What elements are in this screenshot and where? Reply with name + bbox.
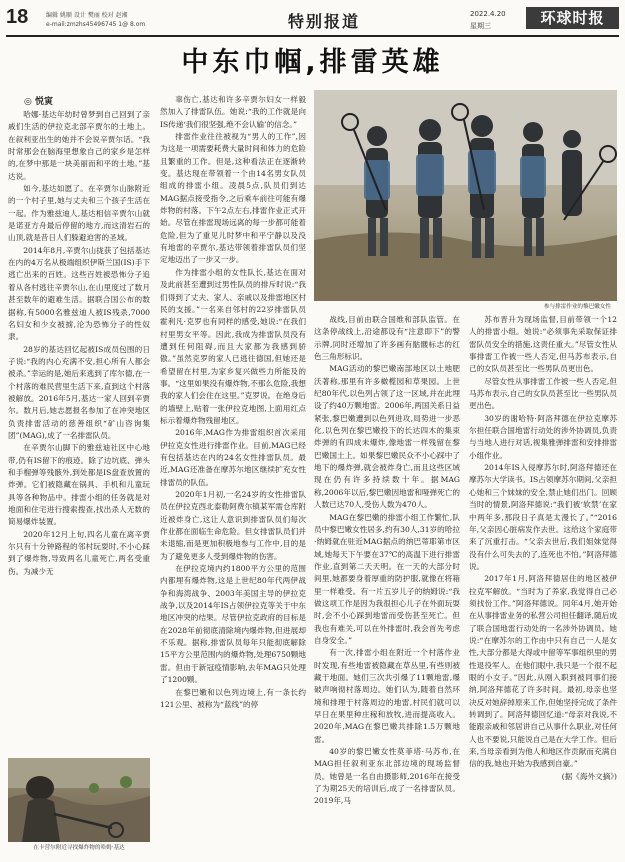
paragraph: 苏布晋升为现场监督,目前带领一个12人的排雷小组。她说:“必须事先采取保证排雷队员安全的措施,这责任重大。”尽管女性从事排雷工作被一些人否定,但马苏布表示,自己的女队员甚至比一些男队员更出色。 [469, 315, 617, 374]
column-2-text [160, 94, 306, 711]
header-rule [6, 35, 619, 37]
paragraph: 在伊拉克境内约1800平方公里的范围内都埋有爆炸物,这是上世纪80年代两伊战争和海湾战争、2003年美国主导的伊拉克战争,以及2014年IS占领伊拉克等关于中东地区冲突的结果。尽管伊拉克政府的目标是在2028年前彻底清除境内爆炸物,但进展却不乐观。据称,排雷队员每年只能彻底解除15平方公里范围内的爆炸物,处理6750颗地雷。但由于新冠疫情影响,去年MAG只处理了1200颗。 [160, 564, 306, 685]
paragraph: 28岁的基达回忆起被IS成员包围的日子说:“我的内心充满不安,担心所有人都会被杀。”幸运的是,她后来逃到了库尔德,在一个村落的难民营里生活下来,直到这个村落被解放。2016年5月,基达一家人回到辛贾尔。数月后,她志愿报名参加了在冲突地区负责排雷活动的慈善组织“矿山咨询集团”(MAG),成了一名排雷队员。 [8, 344, 150, 440]
page-number: 18 [6, 6, 29, 28]
byline: ◎ 悦寅 [24, 97, 53, 107]
page-header [6, 4, 619, 34]
photo-deminers-image [314, 90, 617, 301]
paragraph: 2020年1月初,一名24岁的女性排雷队员在伊拉克西北泰勒阿费尔镇某军需仓库附近被炸身亡,这让人意识到排雷队员们每次作业都在面临生命危险。但女排雷队员们并未退缩,而是更加积极地参与工作中,目的是为了避免更多人受到爆炸物的伤害。 [160, 490, 306, 561]
paragraph: 哈娜·基达年幼时曾梦到自己回到了亲戚们生活的伊拉克北部辛贾尔的土地上。在叙利亚出生的她并不会说辛贾尔话。“我时常那会在脑海里想象自己的家乡是怎样的,在梦中那是一块美丽而和平的土地。”基达说。 [8, 110, 150, 181]
paragraph: MAG在黎巴嫩的排雷小组工作繁忙,队员中黎巴嫩女性居多,约有30人,31岁的哈拉·纳姆就在驻近MAG据点的纳巴蒂耶第市区域,她每天下午要在37℃的高温下进行排雷作业,直到第二天天明。在一天的大部分时间里,她都要身着厚重的防护服,就像在将箱里一样难受。有一片五岁儿子的纳姆说:“我做这项工作是因为我很担心儿子在外面玩耍时,会不小心踩到地雷而受伤甚至死亡。但我也有难关,可以在外排雷时,我会首先考虑自身安全。” [314, 512, 460, 645]
section-title: 特别报道 [287, 12, 360, 31]
photo-deminers-group [314, 90, 617, 301]
column-3-text [314, 314, 460, 808]
contact-email: e-mail:zmzhs45496745 1@ 8.om [46, 21, 146, 28]
paragraph: 排雷作业往往被视为“男人的工作”,因为这是一项需要耗费大量时间和体力的危险且繁重的工作。但是,这种看法正在逐渐转变。基达现在带领着一个由14名男女队员组成的排雷小组。凌晨5点,队员们到达MAG据点接受指令,之后乘车前往可能有爆炸物的村落。下午2点左右,排雷作业正式开始。尽管在排雷现场远离的每一步都可能着危险,但为了重见儿时梦中和平宁静以及没有地雷的辛贾尔,基达带领着排雷队员们坚定地迈出了一步又一步。 [160, 132, 306, 265]
paragraph: 2016年,MAG作为排雷组织首次采用伊拉克女性进行排雷作业。目前,MAG已经有包括基达在内的24名女性排雷队员。最近,MAG还准备在摩苏尔地区继续扩充女性排雷员的队伍。 [160, 428, 306, 487]
paragraph: 如今,基达如愿了。在辛贾尔山脉附近的一个村子里,她与丈夫和三个孩子生活在一起。作为雅兹迪人,基达相信辛贾尔山就是诺亚方舟最后停留的地方,而这清岩石的山顶,就是昔日人们躲避迫害的圣域。 [8, 184, 150, 243]
paragraph: 2014年8月,辛贾尔山拢获了包括基达在内的4万名从极端组织伊斯兰国(IS)手下逃亡出来的百姓。这些百姓被恐怖分子追着从各村逃往辛贾尔山,在山里度过了数月甚至数年的避难生活。据联合国公布的数据称,有5000名雅兹迪人被IS残杀,7000名妇女和少女被掳,沦为恐怖分子的性奴隶。 [8, 245, 150, 342]
column-4 [469, 314, 617, 854]
issue-date: 2022.4.20 [470, 10, 506, 18]
paragraph: 辜伤亡,基达和许多辛贾尔妇女一样毅然加入了排雷队伍。她说:“我的工作就是向IS传递‘我们很坚强,绝不会认输’的信念。” [160, 95, 306, 129]
photo-woman-searching [8, 758, 150, 842]
paragraph: MAG活动的黎巴嫩南部地区以土地肥沃著称,那里有许多橄榄园和草果园。上世纪80年代,以色列占领了这一区域,并在此埋设了约40万颗地雷。2006年,两国关系日益紧张,黎巴嫩遭到以色列进攻,局势进一步恶化,以色列在黎巴嫩投下的长达四木的集束炸弹的有四成未爆炸,像地雷一样残留在黎巴嫩国土上。如果黎巴嫩民众不小心踩中了地下的爆炸弹,就会被炸身亡,而且这些区域现在仍有许多持续数十年。据MAG称,2006年以后,黎巴嫩因地雷和哑弹死亡的人数已达70人,受伤人数为470人。 [314, 364, 460, 510]
paragraph: 2017年1月,阿洛拜德居住的地区被伊拉克军解放。“当时为了养家,我觉得自己必须找份工作。”阿洛拜德说。同年4月,她开始在从事排雷业务的私营公司担任翻译,随后成了联合国地雷行动处的一名涉外协调员。她说:“在摩苏尔的工作由中只有自己一人是女性,大部分都是大得或中留等军事组织里的男性退役军人。在他们眼中,我只是一个很不起眼的小女子。”因此,从刚入职到被同事们接纳,阿洛拜德花了许多时间。最初,母亲也坚决反对她辞掉原来工作,但她坚持完成了条件转调到了。阿洛拜德回忆道:“母亲对我说,不能跟亲戚和邻居讲自己从事什么职业,对任何人也不要说,只能说自己是在大学工作。但后来,当母亲看到为他人和地区作贡献而充满自信的我,她也开始为我感到自豪。” [469, 574, 617, 769]
source-note: (据《海外文摘》) [561, 771, 617, 781]
article-headline: 中东巾帼,排雷英雄 [181, 47, 444, 78]
issue-weekday: 星期三 [470, 22, 491, 30]
paragraph: 作为排雷小组的女性队长,基达在面对及此前甚至遭到过男性队员的排斥时说:“我们得到了丈夫、家人、亲戚以及排雷地区村民的支援。”一名来自邻村的22岁排雷队员霍利凡·克罗也有同样的感受,她说:“在我们村里男女平等。因此,我成为排雷队员没有遭到任何阻碍,而且大家都为我感到骄傲。”虽然克罗的家人已逃往德国,但她还是希望留在村里,为家乡复兴做些力所能及的事。“这里如果没有爆炸物,不那么危险,我想我的家人们会住在这里。”克罗说。在绝身后的墙壁上,贴着一张伊拉克地图,上面用红点标示着爆炸物残留地区。 [160, 267, 306, 425]
photo-caption-top: 参与排雷作业的黎巴嫩女性 [543, 304, 611, 310]
paragraph: 有一次,排雷小组在附近一个村落作业时发现,有些地雷被隐藏在草丛里,有些则被藏于地面。她们三次共引爆了11颗地雷,爆破声响彻村落周边。她们认为,随着自然环境和排理于村落周边的地雷,村民们就可以早日在果里种庄稼和放牧,进而提高收入。2020年,MAG在黎巴嫩共排除1.5万颗地雷。 [314, 648, 460, 744]
paragraph: 2014年IS入侵摩苏尔时,阿洛拜德还在摩苏尔大学读书。IS占领摩苏尔期间,父亲担心她和三个妹妹的安全,禁止她们出门。回顾当时的情景,阿洛拜德说:“我们被‘软禁’在家中两年多,那段日子真是太漫长了。”“2016年,父亲因心脏病发作去世。这给这个家庭带来了沉重打击。“父亲去世后,我们姐妹觉得没有什么可失去的了,连死也不怕。”阿洛拜德说。 [469, 463, 617, 571]
paragraph: 30岁的谢哈特·阿洛拜德在伊拉克摩苏尔担任联合国地雷行动处的涉外协调员,负责与当地人进行对话,视集雅弹排雷和安排排雷小组作业。 [469, 413, 617, 460]
column-3 [314, 314, 460, 854]
newspaper-logo: 环球时报 [526, 7, 619, 29]
column-4-text [469, 314, 617, 771]
column-2 [160, 94, 306, 852]
paragraph: 2020年12月上旬,四名儿童在离辛贾尔只有十分钟路程的邻村玩耍时,不小心踩到了爆炸物,导致两名儿童死亡,两名受重伤。为减少无 [8, 529, 150, 576]
photo-caption-bottom: 在卡营尔附近寻找爆炸物的哈姆·基达 [33, 845, 125, 851]
paragraph: 战线,目前由联合国维和部队监管。在这条停战线上,沿途都设有“注意即下”的警示牌,同时还增加了许多画有骷髅标志的红色三角形标识。 [314, 315, 460, 362]
paragraph: 尽管女性从事排雷工作被一些人否定,但马苏布表示,自己的女队员甚至比一些男队员更出色。 [469, 376, 617, 411]
paragraph: 在黎巴嫩和以色列边境上,有一条长约121公里、被称为“蓝线”的停 [160, 687, 306, 709]
column-1-text [8, 109, 150, 578]
column-1 [8, 94, 150, 754]
editor-credits: 编辑 姚顺 设计 樊丽 校对 赵湘 [46, 12, 128, 19]
photo-woman-searching-image [8, 758, 150, 842]
paragraph: 在辛贾尔山脚下的雅兹迪社区中心地带,仍有IS留下的痕迹。除了边坑底、弹头和手榴弹等残骸外,到处都是IS盘查放置的炸弹。它们被隐藏在锅具、手机和儿童玩具等各种物品中。排雷小组的任务就是对地面和住宅进行搜索搜查,找出杀人无数的简易爆炸装置。 [8, 443, 150, 527]
paragraph: 40岁的黎巴嫩女性莫菲塔·马苏布,在MAG担任叙利亚东北部边境的现场监督员。她曾是一名自由摄影师,2016年在接受了为期25天的培训后,成了一名排雷队员。2019年,马 [314, 747, 460, 806]
